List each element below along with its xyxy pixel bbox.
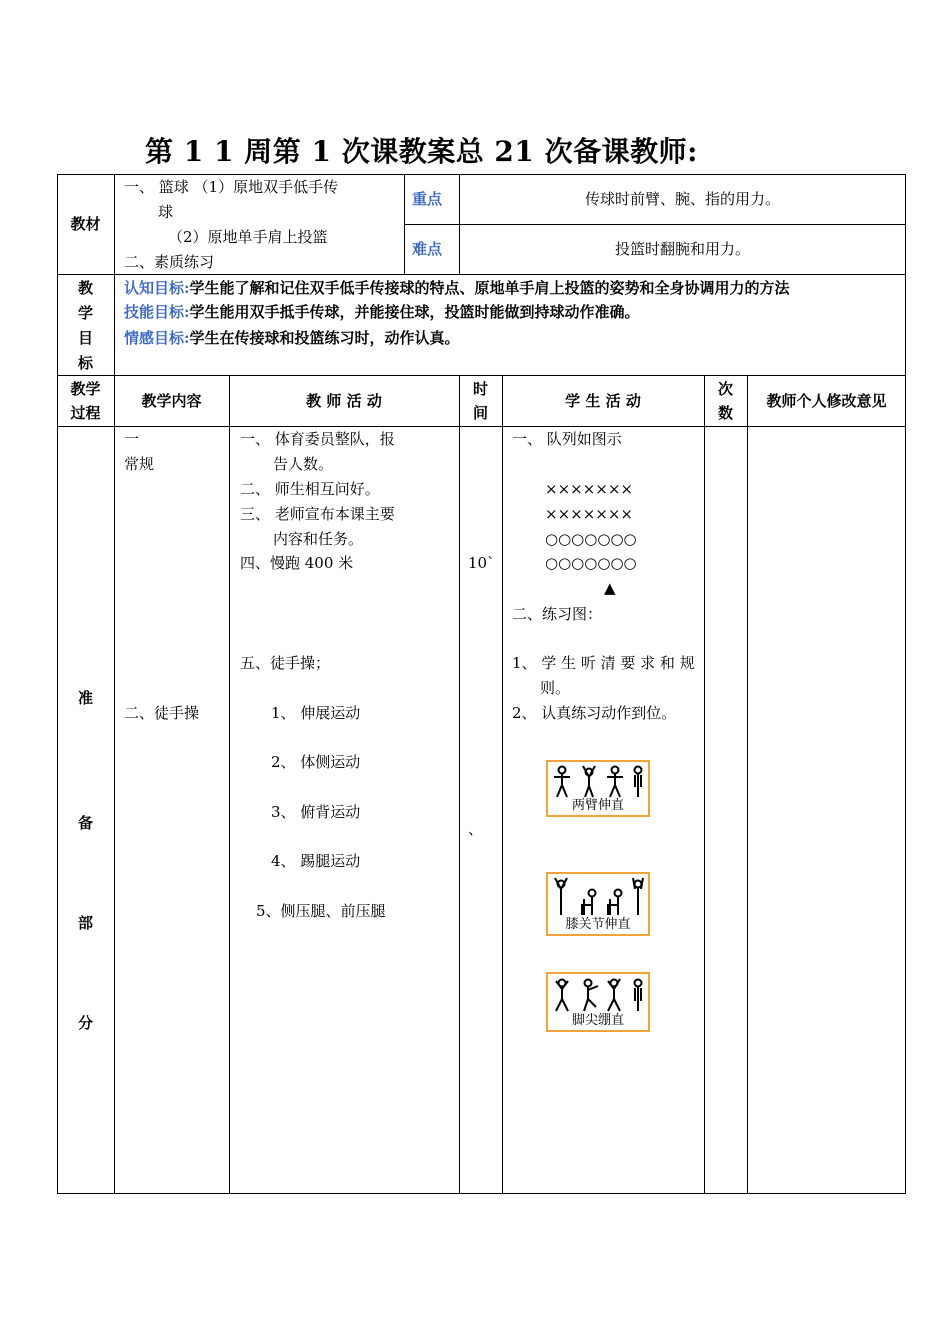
col-header-count: 次 <box>717 380 733 398</box>
goal-text: 学生能了解和记住双手低手传接球的特点、原地单手肩上投篮的姿势和全身协调用力的方法 <box>189 279 790 297</box>
stick-figures-icon <box>552 765 646 799</box>
goal-skill <box>124 300 640 325</box>
formation-row: ××××××× <box>545 505 633 523</box>
exercise-item: 1、 伸展运动 <box>271 704 361 722</box>
col-header-time: 间 <box>472 404 488 422</box>
stick-figures-icon <box>552 877 646 917</box>
teacher-activity-line: 二、 师生相互问好。 <box>240 480 380 498</box>
key-point-text: 传球时前臂、腕、指的用力。 <box>584 190 780 208</box>
material-label: 教材 <box>70 215 101 233</box>
formation-row: ○○○○○○○ <box>545 530 637 548</box>
exercise-figure-knees <box>546 872 650 936</box>
material-line: 二、素质练习 <box>124 253 215 271</box>
material-line: 一、 篮球 （1）原地双手低手传 <box>124 178 339 196</box>
formation-row: ○○○○○○○ <box>545 554 637 572</box>
teacher-activity-line: 三、 老师宣布本课主要 <box>240 505 395 523</box>
goal-label: 认知目标: <box>124 279 190 297</box>
difficulty-text: 投篮时翻腕和用力。 <box>614 240 750 258</box>
goals-label-char: 学 <box>77 304 93 322</box>
exercise-item: 4、 踢腿运动 <box>271 852 361 870</box>
teacher-marker-icon: ▲ <box>604 579 616 597</box>
col-header-student: 学 生 活 动 <box>565 392 641 410</box>
col-divider <box>747 375 748 1194</box>
teacher-activity-line: 一、 体育委员整队，报 <box>240 430 395 448</box>
col-header-process: 过程 <box>70 404 101 422</box>
goal-text: 学生在传接球和投篮练习时，动作认真。 <box>189 329 460 347</box>
goal-affective <box>124 326 460 351</box>
col-header-teacher: 教 师 活 动 <box>306 392 382 410</box>
col-divider <box>404 174 405 274</box>
goal-cognitive <box>124 276 790 301</box>
row-divider <box>57 426 906 427</box>
time-value: 10` <box>468 554 495 572</box>
time-mark: 、 <box>468 820 484 838</box>
col-divider <box>502 375 503 1194</box>
exercise-item: 3、 俯背运动 <box>271 803 361 821</box>
goal-label: 情感目标: <box>124 329 190 347</box>
teacher-activity-line: 告人数。 <box>273 455 334 473</box>
teacher-activity-line: 内容和任务。 <box>273 530 364 548</box>
goals-label-char: 标 <box>77 354 93 372</box>
goal-text: 学生能用双手抵手传球，并能接住球，投篮时能做到持球动作准确。 <box>189 303 640 321</box>
material-line: （2）原地单手肩上投篮 <box>168 228 328 246</box>
col-divider <box>459 375 460 1194</box>
student-activity-line: 一、 队列如图示 <box>512 430 622 448</box>
col-header-content: 教学内容 <box>141 392 202 410</box>
section-char: 准 <box>77 689 93 707</box>
figure-caption: 两臂伸直 <box>571 798 624 813</box>
section-char: 分 <box>77 1014 93 1032</box>
col-divider <box>114 174 115 1194</box>
stick-figures-icon <box>552 977 646 1013</box>
goals-label-char: 目 <box>77 329 93 347</box>
section-char: 部 <box>77 914 93 932</box>
figure-caption: 脚尖绷直 <box>571 1013 624 1028</box>
figure-caption: 膝关节伸直 <box>565 917 631 932</box>
exercise-figure-toes <box>546 972 650 1032</box>
student-activity-line: 1、 学 生 听 清 要 求 和 规 <box>512 654 695 672</box>
row-divider <box>57 375 906 376</box>
key-point-label: 重点 <box>412 190 443 208</box>
exercise-item: 5、侧压腿、前压腿 <box>256 902 386 920</box>
col-header-count: 数 <box>717 404 733 422</box>
difficulty-label: 难点 <box>412 240 443 258</box>
page-title: 第 1 1 周第 1 次课教案总 21 次备课教师: <box>145 135 698 168</box>
col-divider <box>704 375 705 1194</box>
student-activity-line: 则。 <box>540 679 571 697</box>
col-divider <box>229 375 230 1194</box>
col-header-notes: 教师个人修改意见 <box>766 392 887 410</box>
material-line: 球 <box>158 203 174 221</box>
content-item: 一 <box>124 430 140 448</box>
section-char: 备 <box>77 814 93 832</box>
teacher-activity-line: 五、徒手操； <box>240 654 331 672</box>
goal-label: 技能目标: <box>124 303 190 321</box>
exercise-item: 2、 体侧运动 <box>271 753 361 771</box>
col-header-time: 时 <box>472 380 488 398</box>
content-item: 常规 <box>124 455 155 473</box>
col-header-process: 教学 <box>70 380 101 398</box>
teacher-activity-line: 四、慢跑 400 米 <box>240 554 354 572</box>
row-divider <box>404 224 906 225</box>
goals-label-char: 教 <box>77 279 93 297</box>
exercise-figure-arms <box>546 760 650 817</box>
formation-row: ××××××× <box>545 480 633 498</box>
student-activity-line: 二、练习图： <box>512 605 603 623</box>
student-activity-line: 2、 认真练习动作到位。 <box>512 704 677 722</box>
content-item: 二、徒手操 <box>124 704 200 722</box>
